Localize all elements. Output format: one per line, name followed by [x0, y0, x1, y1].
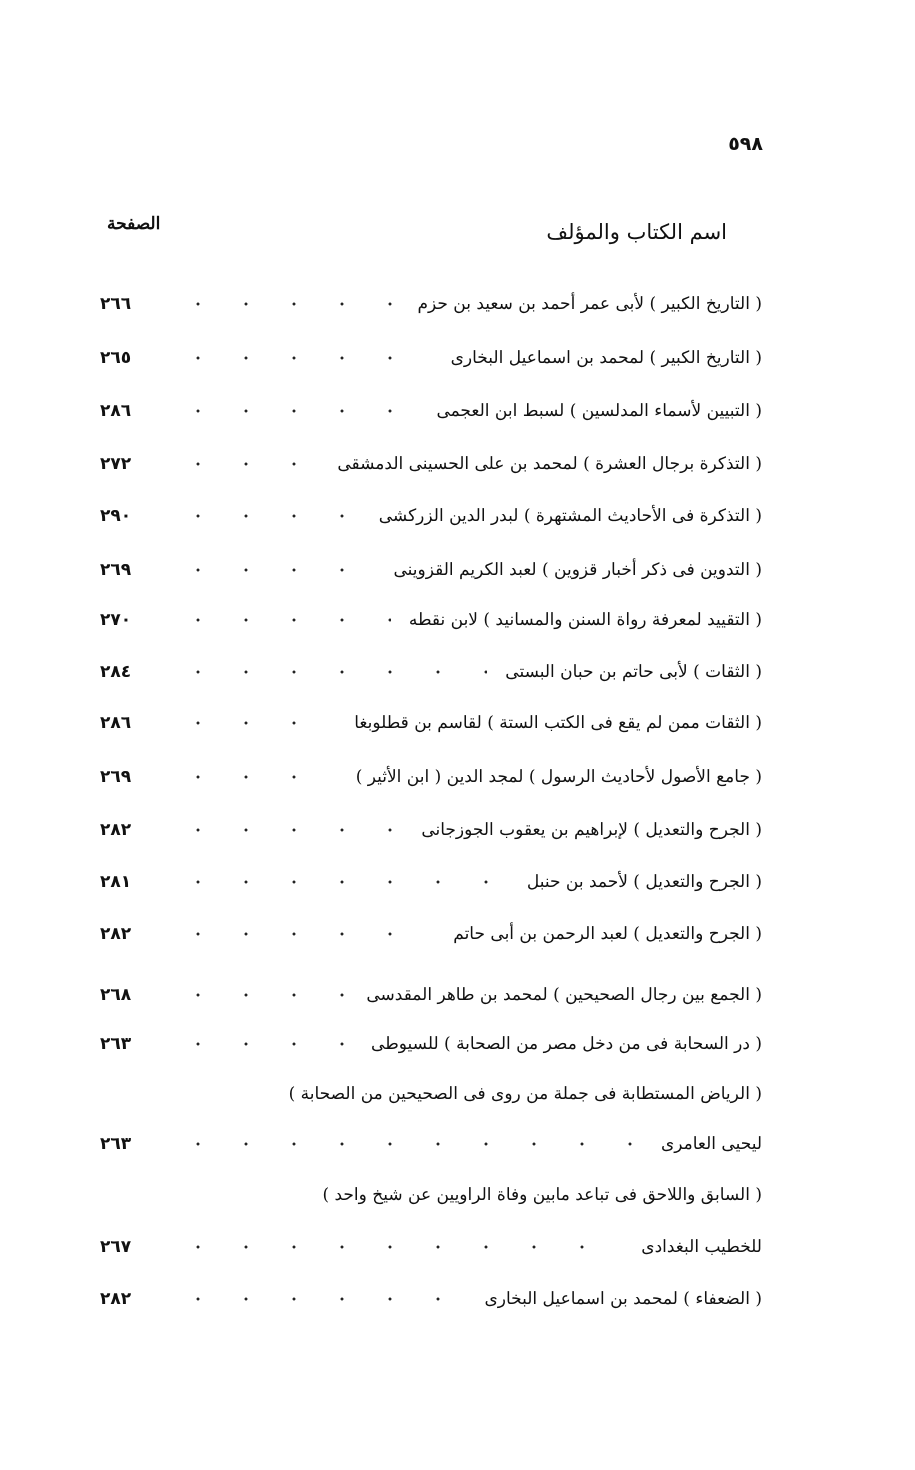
leader-dots [174, 721, 336, 725]
leader-dots [174, 618, 391, 622]
entry-title: ( التذكرة برجال العشرة ) لمحمد بن على الحسينى الدمشقى [337, 454, 762, 474]
entry-title: ( الرياض المستطابة فى جملة من روى فى الصحيحين من الصحابة ) [288, 1084, 762, 1104]
leader-dots [174, 828, 403, 832]
column-header-title: اسم الكتاب والمؤلف [546, 220, 727, 244]
entry-title: ( الجرح والتعديل ) لأحمد بن حنبل [526, 872, 762, 892]
index-row [100, 1227, 762, 1267]
leader-dots [174, 1245, 623, 1249]
leader-dots [174, 880, 509, 884]
leader-dots [174, 409, 418, 413]
entry-title: ( الثقات ) لأبى حاتم بن حبان البستى [505, 662, 762, 682]
index-row [100, 391, 762, 431]
entry-page: ٢٨١ [100, 872, 132, 892]
entry-page: ٢٦٧ [100, 1237, 132, 1257]
entry-page: ٢٦٦ [100, 294, 132, 314]
index-row [100, 496, 762, 536]
entry-title: ( التدوين فى ذكر أخبار قزوين ) لعبد الكريم القزوينى [393, 560, 762, 580]
entry-page: ٢٧٢ [100, 454, 132, 474]
leader-dots [174, 1297, 466, 1301]
column-header-page: الصفحة [107, 214, 161, 234]
entry-title: ليحيى العامرى [660, 1134, 762, 1154]
index-row-title-only [100, 1175, 762, 1215]
entry-title: ( التقييد لمعرفة رواة السنن والمسانيد ) لابن نقطه [408, 610, 762, 630]
entry-page: ٢٦٩ [100, 767, 132, 787]
index-row [100, 703, 762, 743]
index-row [100, 550, 762, 590]
index-row [100, 975, 762, 1015]
index-row [100, 757, 762, 797]
index-row [100, 1024, 762, 1064]
entry-title: ( التذكرة فى الأحاديث المشتهرة ) لبدر الدين الزركشى [378, 506, 762, 526]
entry-page: ٢٨٦ [100, 401, 132, 421]
entry-title: ( الضعفاء ) لمحمد بن اسماعيل البخارى [484, 1289, 762, 1309]
leader-dots [174, 670, 487, 674]
entry-page: ٢٦٨ [100, 985, 132, 1005]
index-row [100, 862, 762, 902]
entry-page: ٢٦٩ [100, 560, 132, 580]
entry-page: ٢٨٢ [100, 820, 132, 840]
entry-title: ( در السحابة فى من دخل مصر من الصحابة ) للسيوطى [371, 1034, 762, 1054]
index-row [100, 652, 762, 692]
index-row [100, 1124, 762, 1164]
index-row [100, 1279, 762, 1319]
leader-dots [174, 1042, 353, 1046]
entry-title: ( السابق واللاحق فى تباعد مابين وفاة الراويين عن شيخ واحد ) [322, 1185, 762, 1205]
leader-dots [174, 932, 435, 936]
entry-title: للخطيب البغدادى [641, 1237, 762, 1257]
leader-dots [174, 993, 348, 997]
entry-page: ٢٧٠ [100, 610, 132, 630]
entry-title: ( جامع الأصول لأحاديث الرسول ) لمجد الدين ( ابن الأثير ) [355, 767, 762, 787]
leader-dots [174, 1142, 643, 1146]
entry-title: ( التبيين لأسماء المدلسين ) لسبط ابن العجمى [436, 401, 762, 421]
index-row [100, 338, 762, 378]
leader-dots [174, 775, 338, 779]
leader-dots [174, 356, 433, 360]
index-row [100, 284, 762, 324]
entry-page: ٢٦٣ [100, 1134, 132, 1154]
entry-page: ٢٦٥ [100, 348, 132, 368]
entry-title: ( الثقات ممن لم يقع فى الكتب الستة ) لقاسم بن قطلوبغا [354, 713, 762, 733]
index-row [100, 810, 762, 850]
entry-page: ٢٨٢ [100, 1289, 132, 1309]
entry-page: ٢٨٦ [100, 713, 132, 733]
index-row [100, 444, 762, 484]
leader-dots [174, 514, 361, 518]
entry-title: ( التاريخ الكبير ) لأبى عمر أحمد بن سعيد بن حزم [417, 294, 762, 314]
index-row [100, 600, 762, 640]
leader-dots [174, 302, 399, 306]
leader-dots [174, 462, 319, 466]
entry-page: ٢٨٢ [100, 924, 132, 944]
page-number: ٥٩٨ [728, 133, 763, 155]
entry-page: ٢٦٣ [100, 1034, 132, 1054]
entry-page: ٢٨٤ [100, 662, 132, 682]
entry-title: ( الجرح والتعديل ) لعبد الرحمن بن أبى حاتم [453, 924, 762, 944]
index-row-title-only [100, 1074, 762, 1114]
index-row [100, 914, 762, 954]
entry-title: ( التاريخ الكبير ) لمحمد بن اسماعيل البخارى [450, 348, 762, 368]
leader-dots [174, 568, 376, 572]
entry-page: ٢٩٠ [100, 506, 132, 526]
entry-title: ( الجمع بين رجال الصحيحين ) لمحمد بن طاهر المقدسى [366, 985, 762, 1005]
entry-title: ( الجرح والتعديل ) لإبراهيم بن يعقوب الجوزجانى [421, 820, 762, 840]
